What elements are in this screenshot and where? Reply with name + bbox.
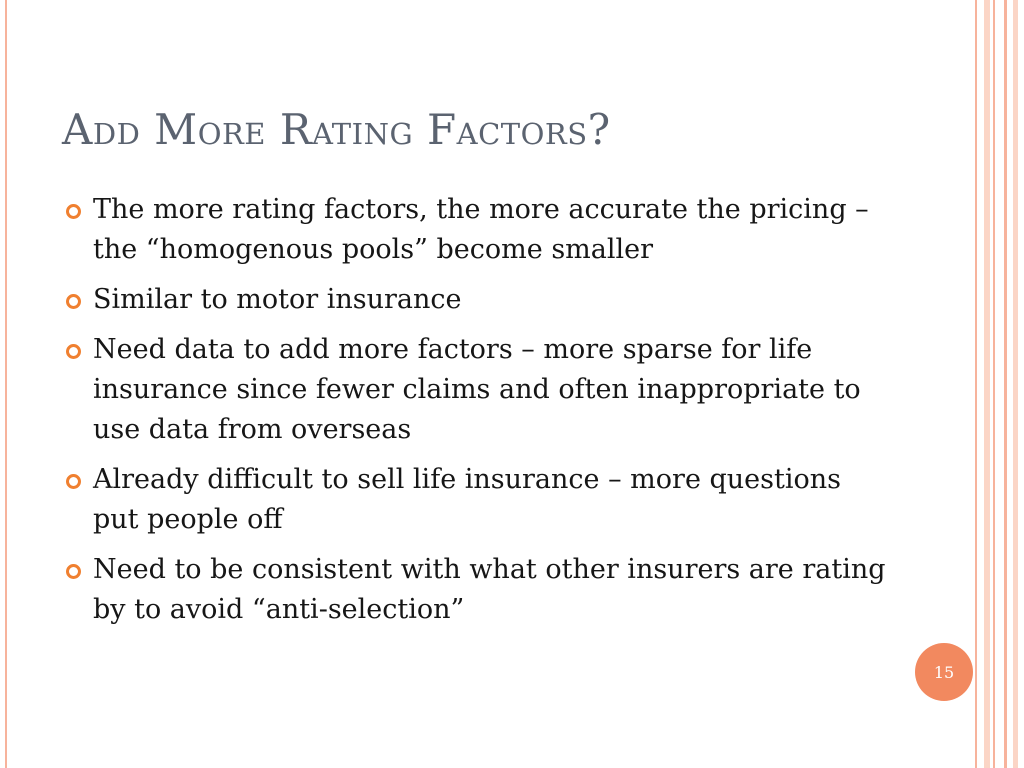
bullet-item	[66, 330, 886, 450]
left-frame-line	[5, 0, 7, 768]
bullet-text: Already difficult to sell life insurance – more questions put people off	[93, 464, 841, 535]
right-frame-line	[1004, 0, 1007, 768]
bullet-item	[66, 190, 886, 270]
bullet-circle-icon	[66, 294, 81, 309]
bullet-item	[66, 460, 886, 540]
right-frame-line	[975, 0, 977, 768]
bullet-circle-icon	[66, 204, 81, 219]
right-frame-band	[1013, 0, 1018, 768]
page-number-badge: 15	[915, 643, 973, 701]
bullet-circle-icon	[66, 564, 81, 579]
right-frame-line	[993, 0, 995, 768]
slide-title: Add More Rating Factors?	[62, 105, 611, 154]
right-frame-band	[984, 0, 990, 768]
bullet-circle-icon	[66, 474, 81, 489]
bullet-text: Need to be consistent with what other insurers are rating by to avoid “anti-selection”	[93, 554, 886, 625]
bullet-text: The more rating factors, the more accurate the pricing – the “homogenous pools” become smaller	[93, 194, 869, 265]
bullet-list	[66, 190, 886, 640]
bullet-circle-icon	[66, 344, 81, 359]
bullet-item	[66, 550, 886, 630]
bullet-item	[66, 280, 886, 320]
bullet-text: Similar to motor insurance	[93, 284, 462, 315]
bullet-text: Need data to add more factors – more sparse for life insurance since fewer claims and often inappropriate to use data from overseas	[93, 334, 861, 445]
